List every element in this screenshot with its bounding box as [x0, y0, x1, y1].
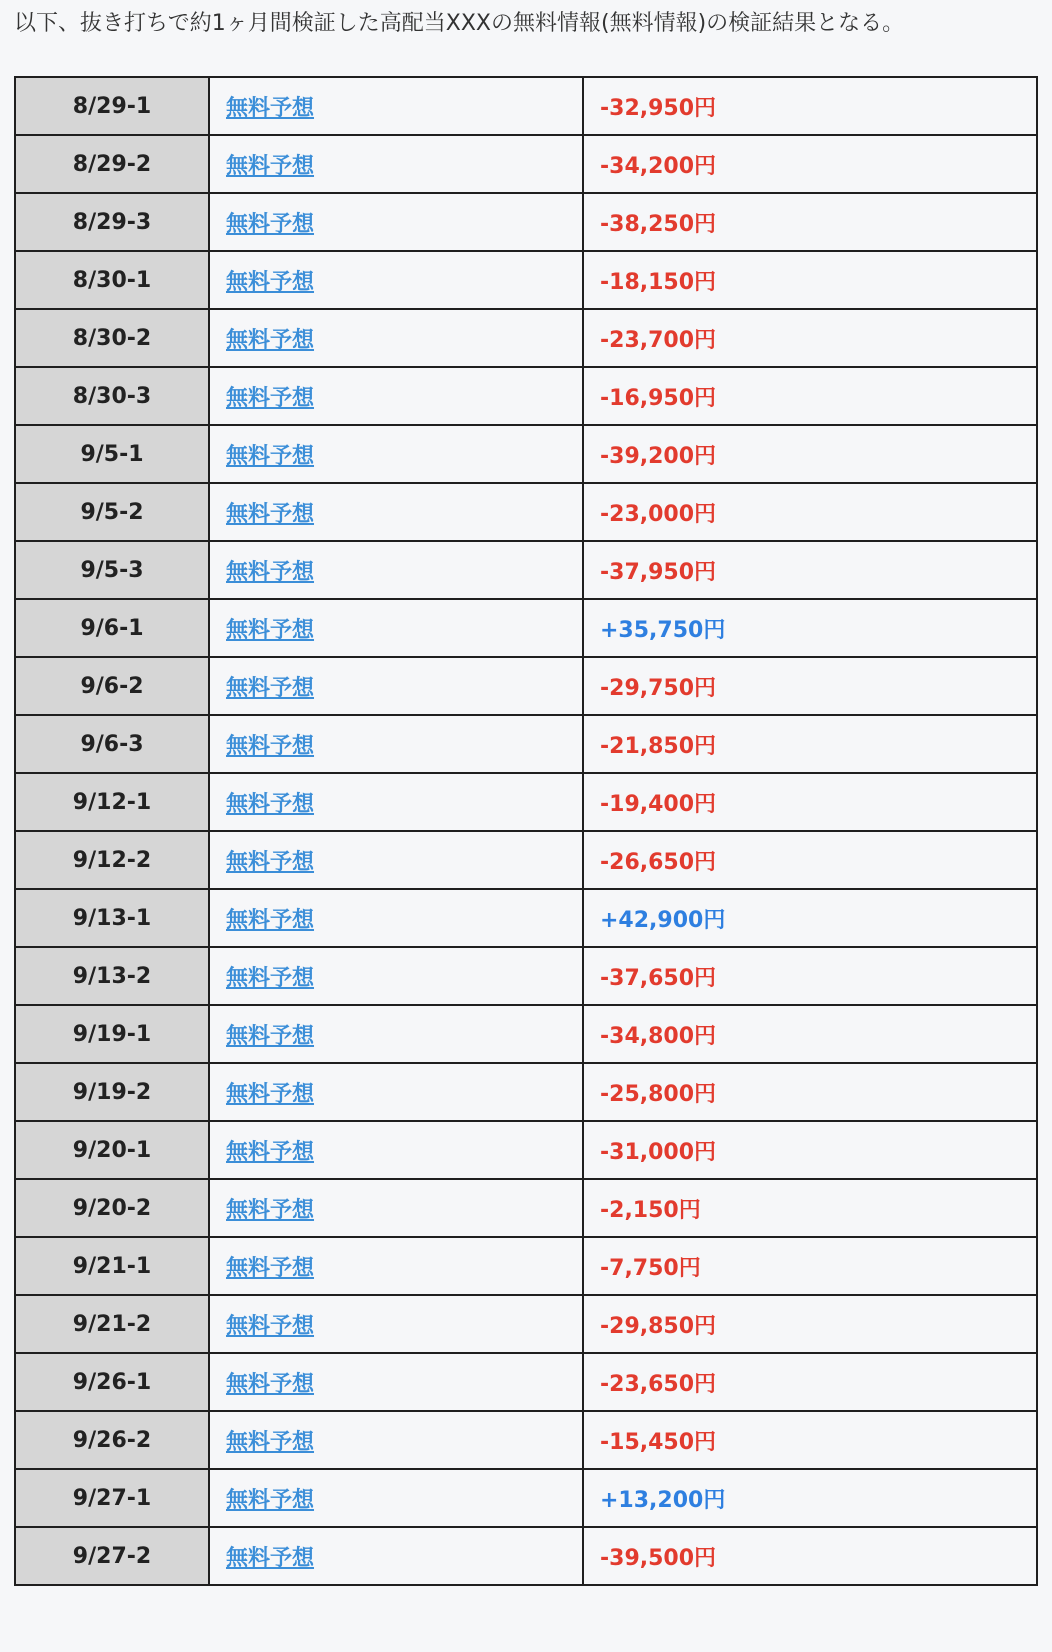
free-prediction-cell	[209, 889, 583, 947]
loss-amount: -18,150円	[600, 269, 717, 295]
loss-amount: -23,700円	[600, 327, 717, 353]
loss-amount: -7,750円	[600, 1255, 701, 1281]
result-cell	[583, 715, 1037, 773]
race-date-cell: 9/12-2	[15, 831, 209, 889]
table-row	[15, 889, 1037, 947]
race-date-cell: 8/29-2	[15, 135, 209, 193]
free-prediction-cell	[209, 1469, 583, 1527]
loss-amount: -19,400円	[600, 791, 717, 817]
free-prediction-cell	[209, 483, 583, 541]
race-date-cell: 9/20-1	[15, 1121, 209, 1179]
free-prediction-cell	[209, 77, 583, 135]
table-row	[15, 1295, 1037, 1353]
race-date-cell: 9/12-1	[15, 773, 209, 831]
race-date-cell: 8/30-3	[15, 367, 209, 425]
free-prediction-cell	[209, 309, 583, 367]
result-cell	[583, 251, 1037, 309]
free-prediction-cell	[209, 715, 583, 773]
free-prediction-link[interactable]: 無料予想	[226, 327, 315, 353]
free-prediction-cell	[209, 1527, 583, 1585]
free-prediction-cell	[209, 831, 583, 889]
table-row	[15, 1411, 1037, 1469]
table-row	[15, 1121, 1037, 1179]
loss-amount: -34,200円	[600, 153, 717, 179]
result-cell	[583, 657, 1037, 715]
free-prediction-link[interactable]: 無料予想	[226, 443, 315, 469]
results-table	[14, 76, 1038, 1586]
free-prediction-link[interactable]: 無料予想	[226, 965, 315, 991]
free-prediction-link[interactable]: 無料予想	[226, 501, 315, 527]
free-prediction-link[interactable]: 無料予想	[226, 617, 315, 643]
loss-amount: -37,650円	[600, 965, 717, 991]
loss-amount: -37,950円	[600, 559, 717, 585]
loss-amount: -15,450円	[600, 1429, 717, 1455]
result-cell	[583, 483, 1037, 541]
result-cell	[583, 541, 1037, 599]
table-row	[15, 1005, 1037, 1063]
free-prediction-cell	[209, 1121, 583, 1179]
free-prediction-link[interactable]: 無料予想	[226, 1429, 315, 1455]
table-row	[15, 425, 1037, 483]
free-prediction-link[interactable]: 無料予想	[226, 791, 315, 817]
race-date-cell: 9/26-2	[15, 1411, 209, 1469]
loss-amount: -2,150円	[600, 1197, 701, 1223]
race-date-cell: 8/29-3	[15, 193, 209, 251]
table-row	[15, 541, 1037, 599]
race-date-cell: 9/6-1	[15, 599, 209, 657]
table-row	[15, 947, 1037, 1005]
result-cell	[583, 367, 1037, 425]
table-row	[15, 193, 1037, 251]
race-date-cell: 9/5-2	[15, 483, 209, 541]
free-prediction-link[interactable]: 無料予想	[226, 1197, 315, 1223]
result-cell	[583, 1469, 1037, 1527]
profit-amount: +13,200円	[600, 1487, 726, 1513]
profit-amount: +35,750円	[600, 617, 726, 643]
table-row	[15, 657, 1037, 715]
loss-amount: -25,800円	[600, 1081, 717, 1107]
free-prediction-link[interactable]: 無料予想	[226, 1487, 315, 1513]
result-cell	[583, 889, 1037, 947]
free-prediction-cell	[209, 1353, 583, 1411]
race-date-cell: 9/21-2	[15, 1295, 209, 1353]
loss-amount: -29,850円	[600, 1313, 717, 1339]
race-date-cell: 9/19-1	[15, 1005, 209, 1063]
free-prediction-link[interactable]: 無料予想	[226, 95, 315, 121]
loss-amount: -38,250円	[600, 211, 717, 237]
loss-amount: -32,950円	[600, 95, 717, 121]
loss-amount: -23,650円	[600, 1371, 717, 1397]
result-cell	[583, 1063, 1037, 1121]
result-cell	[583, 193, 1037, 251]
free-prediction-link[interactable]: 無料予想	[226, 1255, 315, 1281]
free-prediction-cell	[209, 1005, 583, 1063]
free-prediction-cell	[209, 541, 583, 599]
race-date-cell: 9/13-1	[15, 889, 209, 947]
race-date-cell: 8/30-2	[15, 309, 209, 367]
table-row	[15, 1353, 1037, 1411]
loss-amount: -29,750円	[600, 675, 717, 701]
free-prediction-link[interactable]: 無料予想	[226, 907, 315, 933]
loss-amount: -39,200円	[600, 443, 717, 469]
free-prediction-cell	[209, 773, 583, 831]
table-row	[15, 1527, 1037, 1585]
free-prediction-cell	[209, 1179, 583, 1237]
profit-amount: +42,900円	[600, 907, 726, 933]
race-date-cell: 9/27-2	[15, 1527, 209, 1585]
free-prediction-link[interactable]: 無料予想	[226, 675, 315, 701]
result-cell	[583, 1295, 1037, 1353]
free-prediction-cell	[209, 251, 583, 309]
free-prediction-link[interactable]: 無料予想	[226, 385, 315, 411]
free-prediction-link[interactable]: 無料予想	[226, 1139, 315, 1165]
result-cell	[583, 1353, 1037, 1411]
free-prediction-cell	[209, 657, 583, 715]
free-prediction-link[interactable]: 無料予想	[226, 733, 315, 759]
free-prediction-link[interactable]: 無料予想	[226, 559, 315, 585]
race-date-cell: 9/19-2	[15, 1063, 209, 1121]
result-cell	[583, 1121, 1037, 1179]
table-row	[15, 1237, 1037, 1295]
table-row	[15, 715, 1037, 773]
table-row	[15, 831, 1037, 889]
table-row	[15, 1469, 1037, 1527]
loss-amount: -21,850円	[600, 733, 717, 759]
table-row	[15, 1179, 1037, 1237]
result-cell	[583, 309, 1037, 367]
loss-amount: -23,000円	[600, 501, 717, 527]
table-row	[15, 309, 1037, 367]
loss-amount: -26,650円	[600, 849, 717, 875]
free-prediction-link[interactable]: 無料予想	[226, 269, 315, 295]
intro-text: 以下、抜き打ちで約1ヶ月間検証した高配当XXXの無料情報(無料情報)の検証結果となる。	[14, 11, 905, 36]
free-prediction-cell	[209, 425, 583, 483]
free-prediction-link[interactable]: 無料予想	[226, 849, 315, 875]
race-date-cell: 9/5-3	[15, 541, 209, 599]
free-prediction-link[interactable]: 無料予想	[226, 153, 315, 179]
race-date-cell: 9/5-1	[15, 425, 209, 483]
free-prediction-cell	[209, 599, 583, 657]
free-prediction-cell	[209, 947, 583, 1005]
loss-amount: -31,000円	[600, 1139, 717, 1165]
table-row	[15, 77, 1037, 135]
table-row	[15, 1063, 1037, 1121]
race-date-cell: 9/26-1	[15, 1353, 209, 1411]
results-table-body	[15, 77, 1037, 1585]
result-cell	[583, 947, 1037, 1005]
result-cell	[583, 1005, 1037, 1063]
free-prediction-cell	[209, 1411, 583, 1469]
result-cell	[583, 1179, 1037, 1237]
result-cell	[583, 425, 1037, 483]
table-row	[15, 135, 1037, 193]
free-prediction-link[interactable]: 無料予想	[226, 1371, 315, 1397]
free-prediction-link[interactable]: 無料予想	[226, 211, 315, 237]
table-row	[15, 773, 1037, 831]
result-cell	[583, 77, 1037, 135]
result-cell	[583, 1411, 1037, 1469]
result-cell	[583, 773, 1037, 831]
race-date-cell: 9/13-2	[15, 947, 209, 1005]
result-cell	[583, 135, 1037, 193]
loss-amount: -16,950円	[600, 385, 717, 411]
race-date-cell: 9/21-1	[15, 1237, 209, 1295]
loss-amount: -34,800円	[600, 1023, 717, 1049]
table-row	[15, 599, 1037, 657]
race-date-cell: 9/27-1	[15, 1469, 209, 1527]
race-date-cell: 9/6-2	[15, 657, 209, 715]
race-date-cell: 9/20-2	[15, 1179, 209, 1237]
race-date-cell: 9/6-3	[15, 715, 209, 773]
free-prediction-link[interactable]: 無料予想	[226, 1023, 315, 1049]
table-row	[15, 251, 1037, 309]
free-prediction-link[interactable]: 無料予想	[226, 1081, 315, 1107]
result-cell	[583, 1237, 1037, 1295]
free-prediction-cell	[209, 367, 583, 425]
result-cell	[583, 599, 1037, 657]
free-prediction-cell	[209, 135, 583, 193]
table-row	[15, 367, 1037, 425]
result-cell	[583, 1527, 1037, 1585]
result-cell	[583, 831, 1037, 889]
race-date-cell: 8/30-1	[15, 251, 209, 309]
table-row	[15, 483, 1037, 541]
free-prediction-cell	[209, 1237, 583, 1295]
free-prediction-link[interactable]: 無料予想	[226, 1313, 315, 1339]
free-prediction-cell	[209, 1063, 583, 1121]
free-prediction-cell	[209, 1295, 583, 1353]
race-date-cell: 8/29-1	[15, 77, 209, 135]
free-prediction-cell	[209, 193, 583, 251]
loss-amount: -39,500円	[600, 1545, 717, 1571]
free-prediction-link[interactable]: 無料予想	[226, 1545, 315, 1571]
